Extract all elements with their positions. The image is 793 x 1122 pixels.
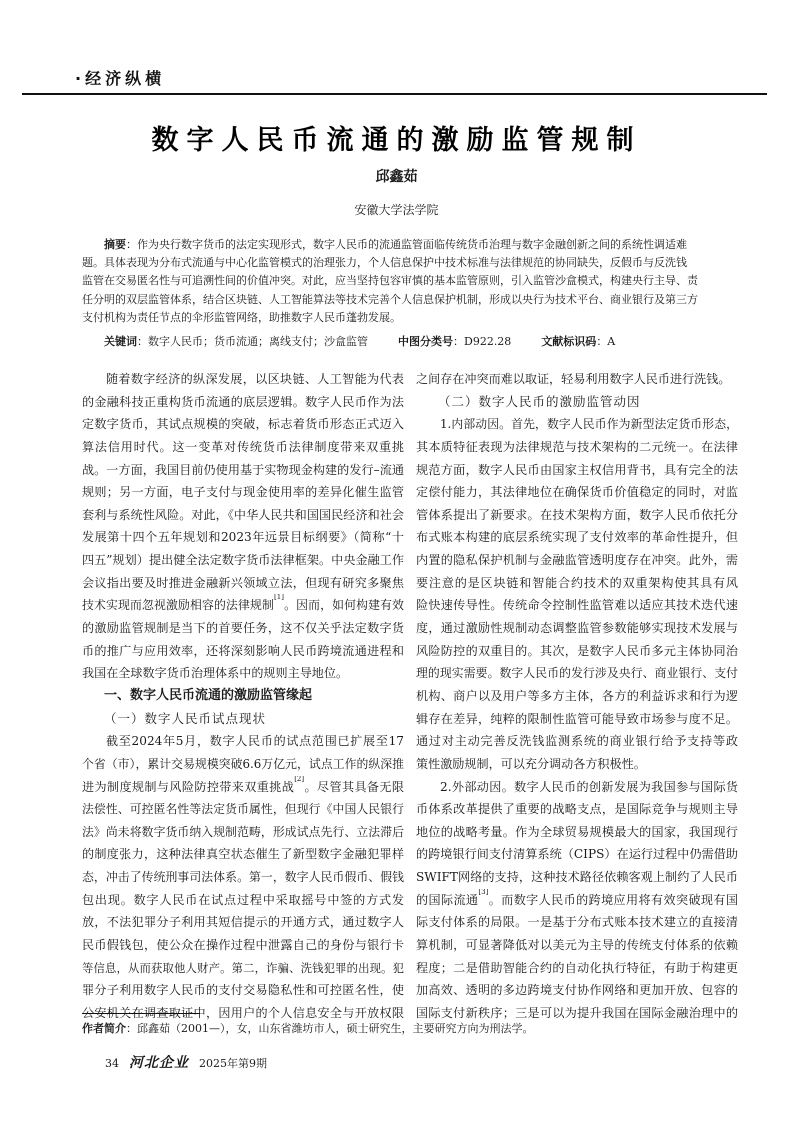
body-line: 规则；另一方面，电子支付与现金使用率的差异化催生监管	[82, 485, 404, 500]
body-line: 四五”规划）提出健全法定数字货币法律框架。中央金融工作	[82, 553, 404, 568]
body-line: 机构、商户以及用户等多方主体，各方的利益诉求和行为逻	[416, 688, 738, 703]
body-line: 个省（市），累计交易规模突破6.6万亿元，试点工作的纵深推	[82, 756, 404, 771]
body-line: 币体系改革提供了重要的战略支点，是国际竞争与规则主导	[416, 802, 738, 817]
body-line: 的国际流通[3]。而数字人民币的跨境应用将有效突破现有国	[416, 888, 738, 907]
body-line: 算机制，可显著降低对以美元为主导的传统支付体系的依赖	[416, 938, 738, 953]
doc-code-value: ：A	[596, 335, 616, 348]
body-line: 辑存在差异，纯粹的限制性监管可能导致市场参与度不足。	[416, 711, 738, 726]
body-line: 发展第十四个五年规划和2023年远景目标纲要》（简称“十	[82, 530, 404, 545]
body-line: 战。一方面，我国目前仍使用基于实物现金构建的发行–流通	[82, 462, 404, 477]
body-line: 2.外部动因。数字人民币的创新发展为我国参与国际货	[440, 779, 738, 794]
body-line: 随着数字经济的纵深发展，以区块链、人工智能为代表	[106, 372, 404, 386]
body-line: 国际支付新秩序；三是可以为提升我国在国际金融治理中的	[416, 1005, 738, 1020]
citation-marker: [1]	[274, 594, 284, 602]
body-line: 放，不法犯罪分子利用其短信提示的开通方式，通过数字人	[82, 915, 404, 930]
body-line: 民币假钱包，使公众在操作过程中泄露自己的身份与银行卡	[82, 938, 404, 953]
body-line: 理的现实需要。数字人民币的发行涉及央行、商业银行、支付	[416, 666, 738, 681]
body-line: 险快速传导性。传统命令控制性监管难以适应其技术迭代速	[416, 598, 738, 613]
body-line: 规范方面，数字人民币由国家主权信用背书，具有完全的法	[416, 462, 738, 477]
body-line: 公安机关在调查取证中，因用户的个人信息安全与开放权限	[82, 1005, 404, 1020]
body-line: 的激励监管规制是当下的首要任务，这不仅关乎法定数字货	[82, 621, 404, 636]
body-line: 算法信用时代。这一变革对传统货币法律制度带来双重挑	[82, 439, 404, 454]
body-line: 定偿付能力，其法律地位在确保货币价值稳定的同时，对监	[416, 485, 738, 500]
body-line: 包出现。数字人民币在试点过程中采取摇号中签的方式发	[82, 892, 404, 907]
issue-info: 2025年第9期	[199, 1057, 267, 1070]
author-note	[82, 1020, 534, 1036]
article-author: 邱鑫茹	[375, 169, 418, 185]
body-line: 际支付体系的局限。一是基于分布式账本技术建立的直接清	[416, 915, 738, 930]
keywords-line	[104, 333, 615, 349]
author-note-label: 作者简介	[82, 1022, 126, 1035]
body-line: 币的推广与应用效率，还将深刻影响人民币跨境流通进程和	[82, 643, 404, 658]
body-line: 的跨境银行间支付清算系统（CIPS）在运行过程中仍需借助	[416, 847, 738, 862]
abstract-line	[82, 236, 714, 254]
section-tag: ·经济纵横	[75, 69, 166, 88]
body-line: 管体系提出了新要求。在技术架构方面，数字人民币依托分	[416, 507, 738, 522]
body-line: 策性激励规制，可以充分调动各方积极性。	[416, 756, 646, 771]
abstract	[82, 236, 714, 327]
body-line: 加高效、透明的多边跨境支付协作网络和更加开放、包容的	[416, 983, 738, 998]
body-line: 技术实现而忽视激励相容的法律规制[1]。因而，如何构建有效	[82, 594, 404, 613]
body-line: 度，通过激励性规制动态调整监管参数能够实现技术发展与	[416, 621, 738, 636]
abstract-line: 任分明的双层监管体系，结合区块链、人工智能算法等技术完善个人信息保护机制，形成以央行为技术平台、商业银行及第三方	[82, 292, 698, 306]
body-line: 定数字货币，其试点规模的突破，标志着货币形态正式迈入	[82, 417, 404, 432]
clc-value: ：D922.28	[453, 335, 512, 348]
footnote-rule	[82, 1013, 200, 1014]
keywords-label: 关键词	[104, 335, 137, 348]
body-line: 的金融科技正重构货币流通的底层逻辑。数字人民币作为法	[82, 394, 404, 409]
body-line: 套利与系统性风险。对此，《中华人民共和国国民经济和社会	[82, 507, 404, 522]
abstract-label: 摘要	[104, 238, 126, 251]
body-line: 法》尚未将数字货币纳入规制范畴，形成试点先行、立法滞后	[82, 824, 404, 839]
citation-marker: [2]	[294, 775, 305, 783]
body-line: 进为制度规制与风险防控带来双重挑战[2]。尽管其具备无限	[82, 775, 404, 794]
body-line: 之间存在冲突而难以取证，轻易利用数字人民币进行洗钱。	[416, 372, 731, 386]
body-line: 罪分子利用数字人民币的支付交易隐私性和可控匿名性，使	[82, 983, 404, 998]
keywords-value: ：数字人民币；货币流通；离线支付；沙盒监管	[137, 335, 368, 348]
body-line: 地位的战略考量。作为全球贸易规模最大的国家，我国现行	[416, 824, 738, 839]
body-line: 的制度张力，这种法律真空状态催生了新型数字金融犯罪样	[82, 847, 404, 862]
subsection-heading: （一）数字人民币试点现状	[104, 710, 267, 726]
page-number: 34	[105, 1057, 119, 1070]
body-line: 要注意的是区块链和智能合约技术的双重架构使其具有风	[416, 575, 738, 590]
body-line: 截至2024年5月，数字人民币的试点范围已扩展至17	[106, 734, 404, 749]
body-line: 我国在全球数字货币治理体系中的规则主导地位。	[82, 666, 349, 681]
journal-name: 河北企业	[129, 1055, 189, 1071]
body-line: 态，冲击了传统刑事司法体系。第一，数字人民币假币、假钱	[82, 870, 404, 885]
body-line: 1.内部动因。首先，数字人民币作为新型法定货币形态，	[440, 417, 738, 432]
author-affiliation: 安徽大学法学院	[354, 203, 439, 217]
body-line: 通过对主动完善反洗钱监测系统的商业银行给予支持等政	[416, 734, 738, 749]
body-line: 布式账本构建的底层系统实现了支付效率的革命性提升，但	[416, 530, 738, 545]
body-line: 等信息，从而获取他人财产。第二，诈骗、洗钱犯罪的出现。犯	[82, 960, 404, 975]
clc-label: 中图分类号	[398, 335, 453, 348]
abstract-line: 监管在交易匿名性与可追溯性间的价值冲突。对此，应当坚持包容审慎的基本监管原则，引入监管沙盒模式，构建央行主导、责	[82, 274, 698, 288]
doc-code-label: 文献标识码	[541, 335, 597, 348]
body-column-right	[416, 368, 738, 1025]
body-line: 风险防控的双重目的。其次，是数字人民币多元主体协同治	[416, 643, 738, 658]
author-note-text: ：邱鑫茹（2001—），女，山东省潍坊市人，硕士研究生，主要研究方向为刑法学。	[126, 1022, 534, 1035]
body-line: 程度；二是借助智能合约的自动化执行特征，有助于构建更	[416, 960, 738, 975]
body-line: SWIFT网络的支持，这种技术路径依赖客观上制约了人民币	[416, 870, 738, 885]
body-line: 会议指出要及时推进金融新兴领域立法，但现有研究多聚焦	[82, 575, 404, 590]
section-heading: 一、数字人民币流通的激励监管缘起	[104, 687, 313, 703]
subsection-heading: （二）数字人民币的激励监管动因	[438, 393, 641, 409]
citation-marker: [3]	[478, 888, 489, 896]
body-column-left	[82, 368, 404, 1025]
body-line: 法偿性、可控匿名性等法定货币属性，但现行《中国人民银行	[82, 802, 404, 817]
abstract-line: 题。具体表现为分布式流通与中心化监管模式的治理张力，个人信息保护中技术标准与法律规范的协同缺失，反假币与反洗钱	[82, 256, 687, 270]
body-line: 内置的隐私保护机制与金融监管透明度存在冲突。此外，需	[416, 553, 738, 568]
abstract-text: ：作为央行数字货币的法定实现形式，数字人民币的流通监管面临传统货币治理与数字金融创新之间的系统性调适难	[126, 238, 687, 251]
abstract-line: 支付机构为责任节点的伞形监管网络，助推数字人民币蓬勃发展。	[82, 310, 401, 324]
body-line: 其本质特征表现为法律规范与技术架构的二元统一。在法律	[416, 439, 738, 454]
header-rule	[22, 93, 767, 95]
page-footer	[105, 1052, 267, 1072]
article-title: 数字人民币流通的激励监管规制	[151, 125, 642, 156]
